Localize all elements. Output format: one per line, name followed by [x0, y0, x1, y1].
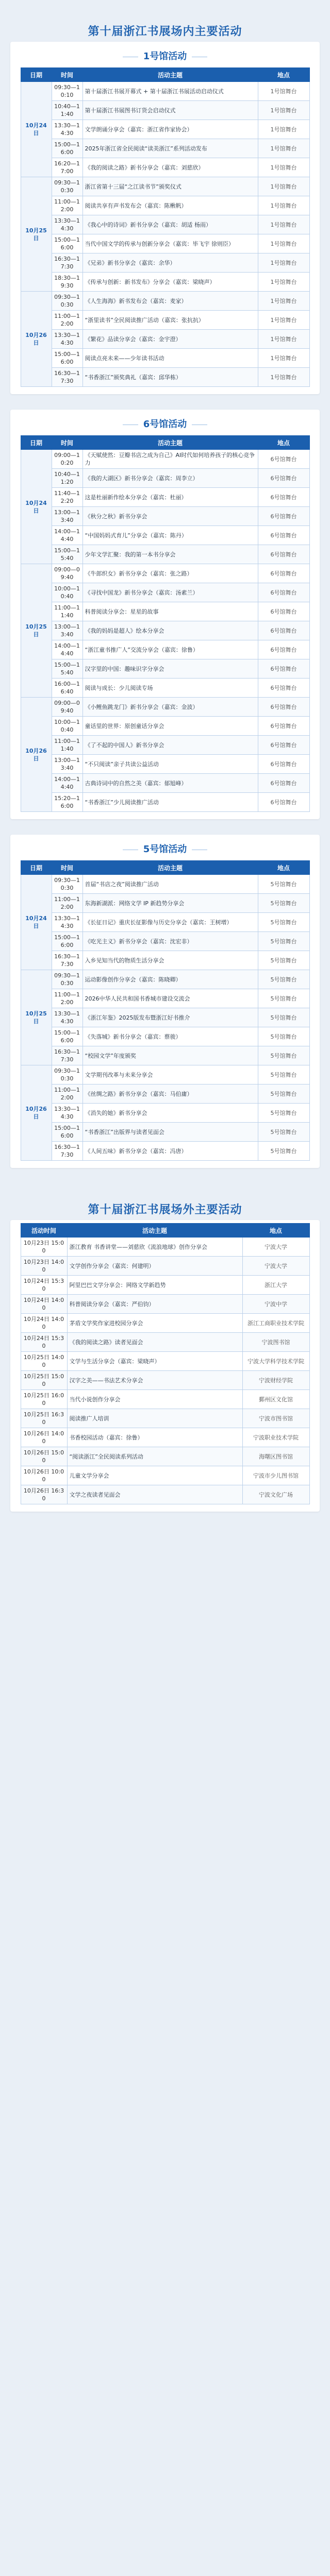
table-row: [21, 894, 309, 913]
table-row: [21, 253, 309, 273]
column-header: 活动主题: [82, 436, 258, 450]
activity-cell: 《我的妈妈是超人》绘本分享会: [82, 621, 258, 640]
activity-cell: 2026中华人民共和国书香城市建设交流会: [82, 989, 258, 1008]
place-cell: 1号馆舞台: [258, 311, 309, 330]
hall-table-header: [21, 436, 309, 450]
place-cell: 6号馆舞台: [258, 507, 309, 526]
place-cell: 6号馆舞台: [258, 640, 309, 659]
activity-cell: 儿童文学分享会: [67, 1466, 242, 1485]
date-cell: 10月24日: [21, 875, 52, 970]
table-row: [21, 875, 309, 894]
time-cell: 13:00—13:40: [52, 621, 82, 640]
table-row: [21, 349, 309, 368]
place-cell: 1号馆舞台: [258, 158, 309, 177]
time-cell: 10:40—11:40: [52, 101, 82, 120]
time-cell: 09:30—10:30: [52, 875, 82, 894]
date-cell: 10月26日: [21, 292, 52, 387]
time-cell: 10月24日 15:30: [21, 1333, 67, 1352]
column-header: 时间: [52, 861, 82, 875]
activity-cell: 《我的阅读之路》读者见面会: [67, 1333, 242, 1352]
time-cell: 16:30—17:30: [52, 253, 82, 273]
activity-cell: 《我的大湖区》新书分享会（嘉宾：周李立）: [82, 469, 258, 488]
place-cell: 宁波市少儿图书馆: [242, 1466, 309, 1485]
activity-cell: 《丝绸之路》新书分享会（嘉宾：马伯庸）: [82, 1084, 258, 1104]
time-cell: 16:30—17:30: [52, 951, 82, 970]
place-cell: 宁波市图书馆: [242, 1409, 309, 1428]
column-header: 活动时间: [21, 1224, 67, 1238]
place-cell: 1号馆舞台: [258, 330, 309, 349]
place-cell: 宁波大学: [242, 1238, 309, 1257]
activity-cell: 《秋分之秋》新书分享会: [82, 507, 258, 526]
time-cell: 14:00—14:40: [52, 640, 82, 659]
time-cell: 15:00—15:40: [52, 545, 82, 564]
activity-cell: 《了不起的中国人》新书分享会: [82, 736, 258, 755]
date-cell: 10月24日: [21, 82, 52, 177]
column-header: 时间: [52, 436, 82, 450]
table-row: [21, 311, 309, 330]
place-cell: 宁波大学科学技术学院: [242, 1352, 309, 1371]
place-cell: 6号馆舞台: [258, 774, 309, 793]
place-cell: 5号馆舞台: [258, 1104, 309, 1123]
outside-table-header: [21, 1224, 309, 1238]
hall-card: [10, 42, 320, 394]
time-cell: 10:00—10:40: [52, 717, 82, 736]
sections-container: [0, 42, 330, 1168]
table-row: [21, 469, 309, 488]
time-cell: 13:30—14:30: [52, 1104, 82, 1123]
place-cell: 5号馆舞台: [258, 1065, 309, 1084]
table-row: [21, 951, 309, 970]
table-row: [21, 292, 309, 311]
time-cell: 10月25日 16:30: [21, 1409, 67, 1428]
activity-cell: 《失落城》新书分享会（嘉宾：蔡骏）: [82, 1027, 258, 1046]
place-cell: 6号馆舞台: [258, 526, 309, 545]
place-cell: 1号馆舞台: [258, 368, 309, 387]
place-cell: 1号馆舞台: [258, 101, 309, 120]
column-header: 活动主题: [82, 68, 258, 82]
table-row: [21, 1142, 309, 1161]
table-row: [21, 120, 309, 139]
outside-table-body: [21, 1238, 309, 1504]
place-cell: 宁波图书馆: [242, 1333, 309, 1352]
place-cell: 6号馆舞台: [258, 717, 309, 736]
table-row: [21, 507, 309, 526]
table-row: [21, 1314, 309, 1333]
time-cell: 11:00—12:00: [52, 196, 82, 215]
activity-cell: 当代中国文学的传承与创新分享会（嘉宾：毕飞宇 徐则臣）: [82, 234, 258, 253]
table-row: [21, 488, 309, 507]
time-cell: 15:00—16:00: [52, 1123, 82, 1142]
place-cell: 6号馆舞台: [258, 755, 309, 774]
activity-cell: “浙里读书”全民阅读推广活动（嘉宾：张抗抗）: [82, 311, 258, 330]
table-row: [21, 450, 309, 469]
place-cell: 鄞州区文化馆: [242, 1390, 309, 1409]
table-row: [21, 564, 309, 583]
table-row: [21, 621, 309, 640]
time-cell: 16:30—17:30: [52, 1046, 82, 1065]
table-row: [21, 1104, 309, 1123]
activity-cell: 少年文学汇聚：我的第一本书分享会: [82, 545, 258, 564]
activity-cell: 《天赋使然：豆瓣书店之成为自己》AI时代如何培养孩子的核心竞争力: [82, 450, 258, 469]
place-cell: 5号馆舞台: [258, 1027, 309, 1046]
activity-cell: 《传承与创新：新书发布》分享会（嘉宾：梁晓声）: [82, 273, 258, 292]
hall-table-header: [21, 861, 309, 875]
activity-cell: “书香浙江”颁奖典礼（嘉宾：邱华栋）: [82, 368, 258, 387]
activity-cell: 《吃光主义》新书分享会（嘉宾：沈宏非）: [82, 932, 258, 951]
time-cell: 14:00—14:40: [52, 526, 82, 545]
place-cell: 1号馆舞台: [258, 82, 309, 101]
table-row: [21, 989, 309, 1008]
activity-cell: 运动影像创作分享会（嘉宾：陈晓卿）: [82, 970, 258, 989]
time-cell: 09:30—10:10: [52, 82, 82, 101]
time-cell: 09:00—09:40: [52, 698, 82, 717]
table-row: [21, 1371, 309, 1390]
place-cell: 1号馆舞台: [258, 120, 309, 139]
place-cell: 海曙区图书馆: [242, 1447, 309, 1466]
table-row: [21, 330, 309, 349]
table-row: [21, 545, 309, 564]
table-row: [21, 368, 309, 387]
table-row: [21, 158, 309, 177]
activity-cell: 童话里的世界：原创童话分享会: [82, 717, 258, 736]
place-cell: 5号馆舞台: [258, 1123, 309, 1142]
column-header: 活动主题: [67, 1224, 242, 1238]
hall-card: [10, 835, 320, 1168]
time-cell: 16:00—16:40: [52, 679, 82, 698]
time-cell: 10月25日 16:00: [21, 1390, 67, 1409]
activity-cell: 《人间五味》新书分享会（嘉宾：冯唐）: [82, 1142, 258, 1161]
place-cell: 宁波大学: [242, 1257, 309, 1276]
place-cell: 1号馆舞台: [258, 349, 309, 368]
place-cell: 5号馆舞台: [258, 970, 309, 989]
activity-cell: 入乡见知当代的物质生活分享会: [82, 951, 258, 970]
place-cell: 6号馆舞台: [258, 545, 309, 564]
table-row: [21, 1084, 309, 1104]
time-cell: 10月23日 14:00: [21, 1257, 67, 1276]
table-row: [21, 717, 309, 736]
time-cell: 11:00—11:40: [52, 736, 82, 755]
activity-cell: 茅盾文学奖作家进校园分享会: [67, 1314, 242, 1333]
hall-table: [21, 67, 310, 387]
table-row: [21, 583, 309, 602]
time-cell: 10月25日 15:00: [21, 1371, 67, 1390]
activity-cell: 书香校园活动（嘉宾：徐鲁）: [67, 1428, 242, 1447]
table-row: [21, 139, 309, 158]
outside-title: 第十届浙江书展场外主要活动: [88, 1204, 242, 1216]
time-cell: 10月25日 14:00: [21, 1352, 67, 1371]
place-cell: 6号馆舞台: [258, 793, 309, 812]
activity-cell: 汉字之美——书法艺术分享会: [67, 1371, 242, 1390]
place-cell: 1号馆舞台: [258, 139, 309, 158]
time-cell: 10月24日 14:00: [21, 1314, 67, 1333]
place-cell: 6号馆舞台: [258, 488, 309, 507]
activity-cell: 《兄弟》新书分享会（嘉宾：余华）: [82, 253, 258, 273]
activity-cell: “中国妈妈式育儿”分享会（嘉宾：陈丹）: [82, 526, 258, 545]
time-cell: 15:00—15:40: [52, 659, 82, 679]
activity-cell: “阅读浙江”全民阅读系列活动: [67, 1447, 242, 1466]
time-cell: 16:20—17:00: [52, 158, 82, 177]
table-row: [21, 602, 309, 621]
place-cell: 1号馆舞台: [258, 253, 309, 273]
table-row: [21, 1065, 309, 1084]
place-cell: 5号馆舞台: [258, 1084, 309, 1104]
time-cell: 09:30—10:30: [52, 970, 82, 989]
hall-table: [21, 860, 310, 1161]
activity-cell: 《长征日记》重庆长征影像与历史分享会（嘉宾：王树增）: [82, 913, 258, 932]
column-header: 地点: [258, 68, 309, 82]
time-cell: 10月26日 16:30: [21, 1485, 67, 1504]
table-row: [21, 273, 309, 292]
table-row: [21, 774, 309, 793]
table-row: [21, 526, 309, 545]
place-cell: 6号馆舞台: [258, 602, 309, 621]
place-cell: 宁波职业技术学院: [242, 1428, 309, 1447]
column-header: 日期: [21, 68, 52, 82]
time-cell: 10月26日 14:00: [21, 1428, 67, 1447]
time-cell: 13:30—14:30: [52, 913, 82, 932]
table-row: [21, 234, 309, 253]
table-row: [21, 793, 309, 812]
time-cell: 16:30—17:30: [52, 368, 82, 387]
time-cell: 13:30—14:30: [52, 215, 82, 234]
date-cell: 10月26日: [21, 698, 52, 812]
hall-card: [10, 410, 320, 819]
hall-title: 1号馆活动: [10, 49, 320, 62]
place-cell: 5号馆舞台: [258, 1046, 309, 1065]
activity-cell: 科普阅读分享会（嘉宾：严伯钧）: [67, 1295, 242, 1314]
place-cell: 1号馆舞台: [258, 196, 309, 215]
activity-cell: 文学之夜读者见面会: [67, 1485, 242, 1504]
date-cell: 10月25日: [21, 177, 52, 292]
table-row: [21, 1352, 309, 1371]
time-cell: 09:30—10:30: [52, 292, 82, 311]
activity-cell: 第十届浙江书展开幕式 + 第十届浙江书展活动启动仪式: [82, 82, 258, 101]
place-cell: 5号馆舞台: [258, 932, 309, 951]
activity-cell: 2025年浙江省全民阅读“读美浙江”系列活动发布: [82, 139, 258, 158]
time-cell: 15:00—16:00: [52, 349, 82, 368]
place-cell: 浙江工商职业技术学院: [242, 1314, 309, 1333]
table-row: [21, 1295, 309, 1314]
activity-cell: “浙江童书推广人”交流分享会（嘉宾：徐鲁）: [82, 640, 258, 659]
outside-card: [10, 1220, 320, 1512]
hall-table: [21, 435, 310, 812]
time-cell: 15:00—16:00: [52, 1027, 82, 1046]
place-cell: 1号馆舞台: [258, 177, 309, 196]
column-header: 日期: [21, 436, 52, 450]
time-cell: 13:30—14:30: [52, 330, 82, 349]
activity-cell: 古典诗词中的自然之美（嘉宾：郁旭峰）: [82, 774, 258, 793]
time-cell: 09:00—09:40: [52, 564, 82, 583]
activity-cell: 《我的阅读之路》新书分享会（嘉宾：刘慈欣）: [82, 158, 258, 177]
place-cell: 宁波文化广场: [242, 1485, 309, 1504]
place-cell: 5号馆舞台: [258, 875, 309, 894]
activity-cell: 科普阅读分享会：星星的故事: [82, 602, 258, 621]
activity-cell: 阅读推广人培训: [67, 1409, 242, 1428]
time-cell: 10月26日 15:00: [21, 1447, 67, 1466]
place-cell: 宁波中学: [242, 1295, 309, 1314]
table-row: [21, 659, 309, 679]
table-row: [21, 215, 309, 234]
table-row: [21, 1123, 309, 1142]
activity-cell: 《浙江年鉴》2025版发布暨浙江好书推介: [82, 1008, 258, 1027]
activity-cell: 东海新湖派：网络文学 IP 新趋势分享会: [82, 894, 258, 913]
place-cell: 1号馆舞台: [258, 292, 309, 311]
activity-cell: “书香浙江”出版界与读者见面会: [82, 1123, 258, 1142]
place-cell: 6号馆舞台: [258, 450, 309, 469]
column-header: 日期: [21, 861, 52, 875]
date-cell: 10月25日: [21, 970, 52, 1065]
activity-cell: 《寻找中国龙》新书分享会（嘉宾：汤素兰）: [82, 583, 258, 602]
place-cell: 5号馆舞台: [258, 1142, 309, 1161]
table-row: [21, 736, 309, 755]
time-cell: 13:00—13:40: [52, 755, 82, 774]
time-cell: 11:40—12:20: [52, 488, 82, 507]
column-header: 地点: [242, 1224, 309, 1238]
activity-cell: 当代小说创作分享会: [67, 1390, 242, 1409]
time-cell: 11:00—12:00: [52, 1084, 82, 1104]
table-row: [21, 970, 309, 989]
time-cell: 09:00—10:20: [52, 450, 82, 469]
place-cell: 宁波财经学院: [242, 1371, 309, 1390]
table-row: [21, 177, 309, 196]
table-row: [21, 1333, 309, 1352]
place-cell: 5号馆舞台: [258, 951, 309, 970]
activity-cell: 首届“书店之夜”阅读推广活动: [82, 875, 258, 894]
table-row: [21, 1409, 309, 1428]
hall-title: 5号馆活动: [10, 842, 320, 855]
activity-cell: 《小鲤鱼跳龙门》新书分享会（嘉宾：金波）: [82, 698, 258, 717]
time-cell: 11:00—12:00: [52, 894, 82, 913]
time-cell: 13:00—13:40: [52, 507, 82, 526]
time-cell: 16:30—17:30: [52, 1142, 82, 1161]
table-row: [21, 1390, 309, 1409]
table-row: [21, 1485, 309, 1504]
activity-cell: 文学期刊改革与未来分享会: [82, 1065, 258, 1084]
table-row: [21, 1046, 309, 1065]
place-cell: 5号馆舞台: [258, 989, 309, 1008]
activity-cell: 浙江教育 书香讲堂——刘慈欣《流浪地球》创作分享会: [67, 1238, 242, 1257]
time-cell: 10月26日 10:00: [21, 1466, 67, 1485]
activity-cell: “书香浙江”少儿阅读推广活动: [82, 793, 258, 812]
time-cell: 15:00—16:00: [52, 234, 82, 253]
time-cell: 15:20—16:00: [52, 793, 82, 812]
time-cell: 10月24日 15:30: [21, 1276, 67, 1295]
place-cell: 6号馆舞台: [258, 736, 309, 755]
activity-cell: 这是杜丽新作绘本分享会（嘉宾：杜丽）: [82, 488, 258, 507]
time-cell: 15:00—16:00: [52, 932, 82, 951]
place-cell: 6号馆舞台: [258, 621, 309, 640]
place-cell: 6号馆舞台: [258, 659, 309, 679]
activity-cell: 《人生海海》新书发布会（嘉宾：麦家）: [82, 292, 258, 311]
table-row: [21, 1276, 309, 1295]
activity-cell: 阿里巴巴文学分享会：网络文学新趋势: [67, 1276, 242, 1295]
date-cell: 10月24日: [21, 450, 52, 564]
activity-cell: “不只阅读”亲子共读公益活动: [82, 755, 258, 774]
time-cell: 09:30—10:30: [52, 177, 82, 196]
page-title: 第十届浙江书展场内主要活动: [88, 25, 242, 38]
table-row: [21, 82, 309, 101]
activity-cell: 文学与生活分享会（嘉宾：梁晓声）: [67, 1352, 242, 1371]
table-row: [21, 1466, 309, 1485]
activity-cell: “校园文学”年度颁奖: [82, 1046, 258, 1065]
time-cell: 14:00—14:40: [52, 774, 82, 793]
place-cell: 1号馆舞台: [258, 273, 309, 292]
time-cell: 10月23日 15:00: [21, 1238, 67, 1257]
time-cell: 11:00—12:00: [52, 989, 82, 1008]
table-row: [21, 698, 309, 717]
hall-table-header: [21, 68, 309, 82]
place-cell: 5号馆舞台: [258, 894, 309, 913]
place-cell: 6号馆舞台: [258, 583, 309, 602]
place-cell: 6号馆舞台: [258, 698, 309, 717]
activity-cell: 文学创作分享会（嘉宾：何建明）: [67, 1257, 242, 1276]
time-cell: 15:00—16:00: [52, 139, 82, 158]
column-header: 地点: [258, 861, 309, 875]
time-cell: 11:00—12:00: [52, 311, 82, 330]
table-row: [21, 1428, 309, 1447]
place-cell: 6号馆舞台: [258, 679, 309, 698]
table-row: [21, 1238, 309, 1257]
place-cell: 5号馆舞台: [258, 913, 309, 932]
time-cell: 10月24日 14:00: [21, 1295, 67, 1314]
table-row: [21, 755, 309, 774]
activity-cell: 文学朗诵分享会（嘉宾：浙江省作家协会）: [82, 120, 258, 139]
time-cell: 10:40—11:20: [52, 469, 82, 488]
activity-cell: 《牛郎织女》新书分享会（嘉宾：张之路）: [82, 564, 258, 583]
time-cell: 13:30—14:30: [52, 1008, 82, 1027]
outside-table: [21, 1223, 310, 1504]
place-cell: 1号馆舞台: [258, 215, 309, 234]
table-row: [21, 932, 309, 951]
hall-title: 6号馆活动: [10, 417, 320, 430]
table-row: [21, 640, 309, 659]
activity-cell: 《消失的她》新书分享会: [82, 1104, 258, 1123]
time-cell: 11:00—11:40: [52, 602, 82, 621]
table-row: [21, 1027, 309, 1046]
table-row: [21, 196, 309, 215]
activity-cell: 第十届浙江书展图书订货会启动仪式: [82, 101, 258, 120]
table-row: [21, 913, 309, 932]
activity-cell: 《繁花》品读分享会（嘉宾：金宇澄）: [82, 330, 258, 349]
date-cell: 10月25日: [21, 564, 52, 698]
activity-cell: 浙江省第十三届“之江读书节”颁奖仪式: [82, 177, 258, 196]
place-cell: 浙江大学: [242, 1276, 309, 1295]
date-cell: 10月26日: [21, 1065, 52, 1161]
column-header: 时间: [52, 68, 82, 82]
table-row: [21, 1447, 309, 1466]
place-cell: 6号馆舞台: [258, 564, 309, 583]
place-cell: 1号馆舞台: [258, 234, 309, 253]
activity-cell: 阅读与成长：少儿阅读专场: [82, 679, 258, 698]
activity-cell: 汉字里的中国：趣味识字分享会: [82, 659, 258, 679]
table-row: [21, 1008, 309, 1027]
time-cell: 13:30—14:30: [52, 120, 82, 139]
time-cell: 09:30—10:30: [52, 1065, 82, 1084]
place-cell: 6号馆舞台: [258, 469, 309, 488]
activity-cell: 阅读共享有声书发布会（嘉宾：陈楸帆）: [82, 196, 258, 215]
time-cell: 10:00—10:40: [52, 583, 82, 602]
table-row: [21, 101, 309, 120]
table-row: [21, 1257, 309, 1276]
column-header: 地点: [258, 436, 309, 450]
table-row: [21, 679, 309, 698]
activity-cell: 阅读点亮未来——少年读书活动: [82, 349, 258, 368]
time-cell: 18:30—19:30: [52, 273, 82, 292]
activity-cell: 《我心中的诗词》新书分享会（嘉宾：胡适 杨雨）: [82, 215, 258, 234]
column-header: 活动主题: [82, 861, 258, 875]
place-cell: 5号馆舞台: [258, 1008, 309, 1027]
